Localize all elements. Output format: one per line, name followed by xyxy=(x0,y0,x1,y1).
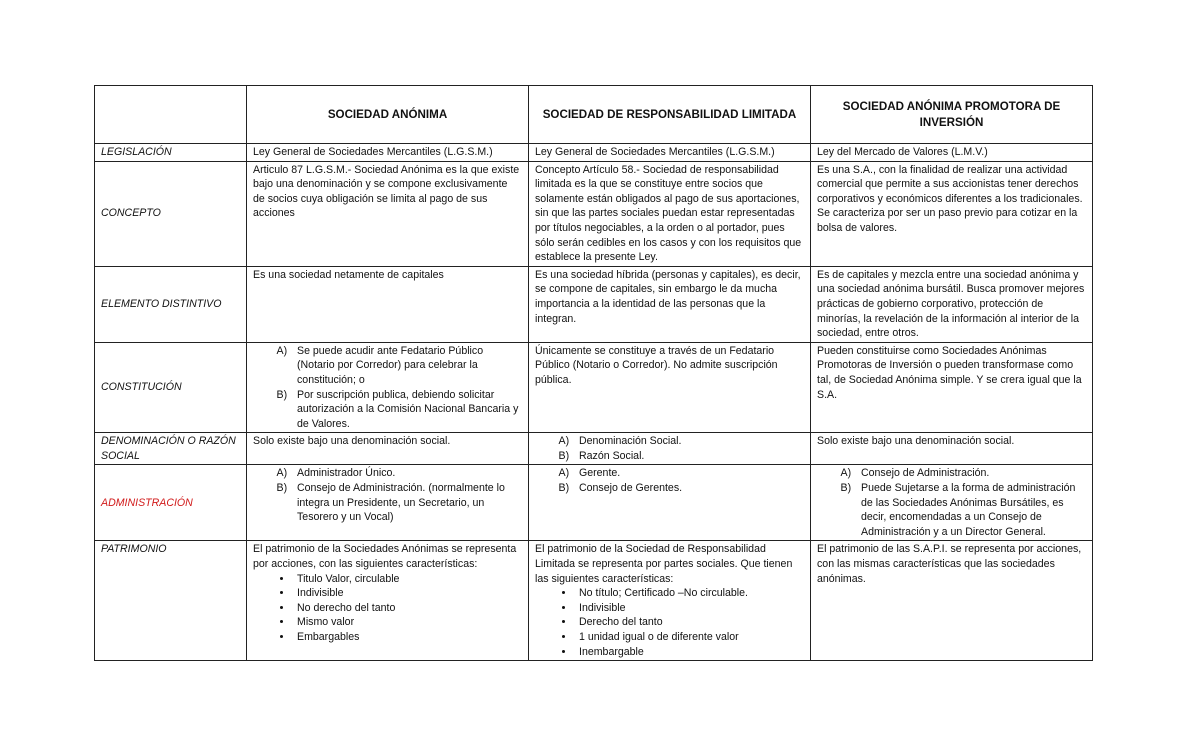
row-concepto xyxy=(95,161,1093,266)
list-item: • No título; Certificado –No circulable. xyxy=(575,586,804,601)
header-sociedad-anonima: SOCIEDAD ANÓNIMA xyxy=(247,86,529,144)
row-label-administracion: ADMINISTRACIÓN xyxy=(95,465,247,541)
row-constitucion xyxy=(95,342,1093,433)
list-item: A. Consejo de Administración. xyxy=(857,466,1086,481)
cell-denominacion-sapi: Solo existe bajo una denominación social. xyxy=(811,433,1093,465)
cell-administracion-srl xyxy=(529,465,811,541)
list-item: • Indivisible xyxy=(293,586,522,601)
cell-constitucion-srl: Únicamente se constituye a través de un Fedatario Público (Notario o Corredor). No admite suscripción pública. xyxy=(529,342,811,433)
list-item: • Indivisible xyxy=(575,601,804,616)
cell-concepto-srl: Concepto Artículo 58.- Sociedad de responsabilidad limitada es la que se constituye entre socios que solamente están obligados al pago de sus aportaciones, sin que las partes sociales puedan estar representadas por títulos negociables, a la orden o al portador, pues sólo serán cedibles en los casos y con los requisitos que establece la presente Ley. xyxy=(529,161,811,266)
patrimonio-sa-list xyxy=(253,572,522,645)
row-denominacion xyxy=(95,433,1093,465)
cell-concepto-sa: Articulo 87 L.G.S.M.- Sociedad Anónima es la que existe bajo una denominación y se compone exclusivamente de socios cuya obligación se limita al pago de sus acciones xyxy=(247,161,529,266)
cell-denominacion-srl xyxy=(529,433,811,465)
list-item: A. Se puede acudir ante Fedatario Público (Notario por Corredor) para celebrar la constitución; o xyxy=(293,344,522,388)
cell-legislacion-srl: Ley General de Sociedades Mercantiles (L.G.S.M.) xyxy=(529,144,811,162)
list-item: B. Consejo de Gerentes. xyxy=(575,481,804,496)
row-label-concepto: CONCEPTO xyxy=(95,161,247,266)
row-elemento-distintivo xyxy=(95,266,1093,342)
row-label-elemento: ELEMENTO DISTINTIVO xyxy=(95,266,247,342)
list-item: • Derecho del tanto xyxy=(575,615,804,630)
cell-legislacion-sapi: Ley del Mercado de Valores (L.M.V.) xyxy=(811,144,1093,162)
comparison-table xyxy=(94,85,1093,661)
list-item: B. Puede Sujetarse a la forma de administración de las Sociedades Anónimas Bursátiles, es decir, encomendadas a un Consejo de Administración y a un Director General. xyxy=(857,481,1086,539)
cell-constitucion-sa xyxy=(247,342,529,433)
list-item: • Embargables xyxy=(293,630,522,645)
cell-elemento-sa: Es una sociedad netamente de capitales xyxy=(247,266,529,342)
list-item: B. Por suscripción publica, debiendo solicitar autorización a la Comisión Nacional Bancaria y de Valores. xyxy=(293,388,522,432)
row-label-patrimonio: PATRIMONIO xyxy=(95,541,247,661)
patrimonio-srl-intro: El patrimonio de la Sociedad de Responsabilidad Limitada se representa por partes sociales. Que tienen las siguientes características: xyxy=(535,543,793,585)
administracion-srl-list xyxy=(535,466,804,495)
administracion-sapi-list xyxy=(817,466,1086,539)
row-patrimonio xyxy=(95,541,1093,661)
cell-patrimonio-sapi: El patrimonio de las S.A.P.I. se representa por acciones, con las mismas características que las sociedades anónimas. xyxy=(811,541,1093,661)
list-item: • Mismo valor xyxy=(293,615,522,630)
row-label-denominacion: DENOMINACIÓN O RAZÓN SOCIAL xyxy=(95,433,247,465)
header-sapi: SOCIEDAD ANÓNIMA PROMOTORA DE INVERSIÓN xyxy=(811,86,1093,144)
cell-administracion-sapi xyxy=(811,465,1093,541)
cell-elemento-srl: Es una sociedad híbrida (personas y capitales), es decir, se compone de capitales, sin embargo le da mucha importancia a la identidad de las personas que la integran. xyxy=(529,266,811,342)
cell-administracion-sa xyxy=(247,465,529,541)
row-label-legislacion: LEGISLACIÓN xyxy=(95,144,247,162)
list-item: • No derecho del tanto xyxy=(293,601,522,616)
administracion-sa-list xyxy=(253,466,522,524)
list-item: A. Gerente. xyxy=(575,466,804,481)
list-item: • Inembargable xyxy=(575,645,804,660)
patrimonio-sa-intro: El patrimonio de la Sociedades Anónimas se representa por acciones, con las siguientes características: xyxy=(253,543,517,571)
list-item: • Titulo Valor, circulable xyxy=(293,572,522,587)
list-item: B. Razón Social. xyxy=(575,449,804,464)
cell-legislacion-sa: Ley General de Sociedades Mercantiles (L.G.S.M.) xyxy=(247,144,529,162)
constitucion-sa-list xyxy=(253,344,522,432)
header-row xyxy=(95,86,1093,144)
list-item: • 1 unidad igual o de diferente valor xyxy=(575,630,804,645)
row-legislacion xyxy=(95,144,1093,162)
cell-patrimonio-srl xyxy=(529,541,811,661)
row-administracion xyxy=(95,465,1093,541)
header-srl: SOCIEDAD DE RESPONSABILIDAD LIMITADA xyxy=(529,86,811,144)
denominacion-srl-list xyxy=(535,434,804,463)
cell-concepto-sapi: Es una S.A., con la finalidad de realizar una actividad comercial que permite a sus accionistas tener derechos corporativos y económicos diferentes a los tradicionales. Se caracteriza por ser un paso previo para cotizar en la bolsa de valores. xyxy=(811,161,1093,266)
list-item: A. Administrador Único. xyxy=(293,466,522,481)
cell-elemento-sapi: Es de capitales y mezcla entre una sociedad anónima y una sociedad anónima bursátil. Busca promover mejores prácticas de gobierno corporativo, protección de minorías, la revelación de la información al interior de la sociedad, entre otros. xyxy=(811,266,1093,342)
row-label-constitucion: CONSTITUCIÓN xyxy=(95,342,247,433)
list-item: A. Denominación Social. xyxy=(575,434,804,449)
list-item: B. Consejo de Administración. (normalmente lo integra un Presidente, un Secretario, un Tesorero y un Vocal) xyxy=(293,481,522,525)
header-empty-cell xyxy=(95,86,247,144)
patrimonio-srl-list xyxy=(535,586,804,659)
cell-patrimonio-sa xyxy=(247,541,529,661)
cell-constitucion-sapi: Pueden constituirse como Sociedades Anónimas Promotoras de Inversión o pueden transformase como tal, de Sociedad Anónima simple. Y se crera igual que la S.A. xyxy=(811,342,1093,433)
cell-denominacion-sa: Solo existe bajo una denominación social. xyxy=(247,433,529,465)
